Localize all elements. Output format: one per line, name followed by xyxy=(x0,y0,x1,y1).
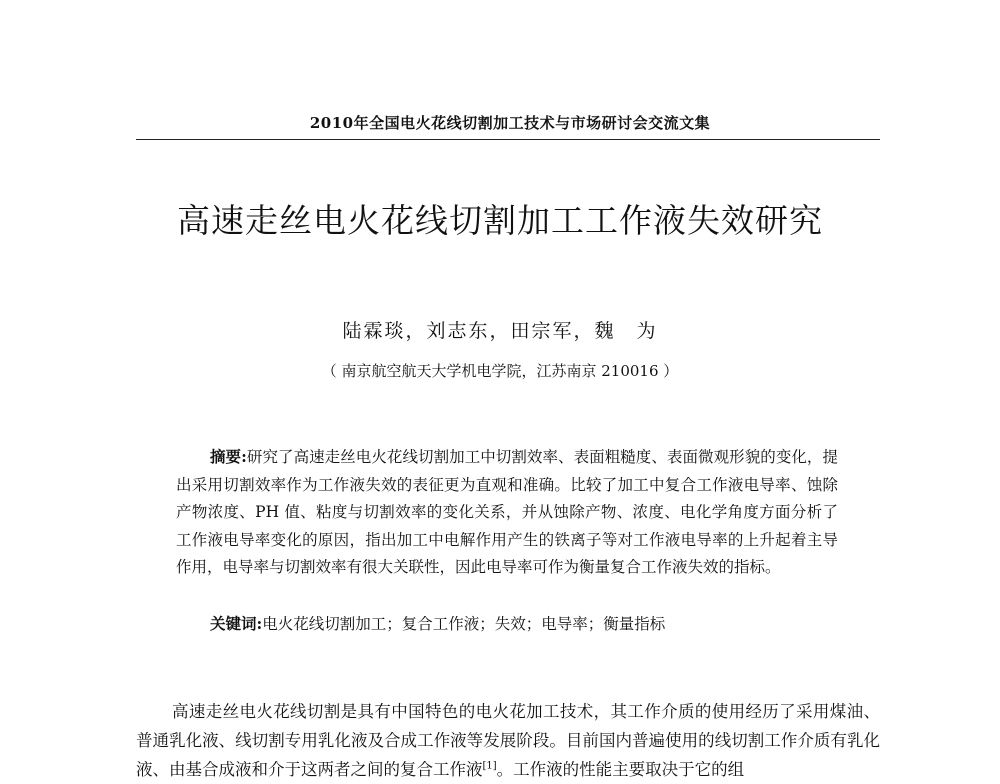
paper-title: 高速走丝电火花线切割加工工作液失效研究 xyxy=(177,201,823,240)
keywords xyxy=(210,611,850,637)
running-header: 2010年全国电火花线切割加工技术与市场研讨会交流文集 xyxy=(309,114,711,132)
keywords-text: 电火花线切割加工；复合工作液；失效；电导率；衡量指标 xyxy=(262,615,666,633)
citation-ref[interactable]: [1] xyxy=(482,760,497,772)
body-paragraph xyxy=(136,697,880,784)
abstract xyxy=(176,443,838,582)
body-paragraph-text-continued: 。工作液的性能主要取决于它的组 xyxy=(496,760,745,779)
abstract-label: 摘要: xyxy=(210,447,247,466)
paper-authors: 陆霖琰，刘志东，田宗军，魏 为 xyxy=(342,320,658,342)
abstract-text: 研究了高速走丝电火花线切割加工中切割效率、表面粗糙度、表面微观形貌的变化，提出采用切割效率作为工作液失效的表征更为直观和准确。比较了加工中复合工作液电导率、蚀除产物浓度、PH 值、粘度与切割效率的变化关系，并从蚀除产物、浓度、电化学角度方面分析了工作液电导率变化的原因，指出加工中电解作用产生的铁离子等对工作液电导率的上升起着主导作用，电导率与切割效率有很大关联性，因此电导率可作为衡量复合工作液失效的指标。 xyxy=(176,448,838,576)
paper-affiliation: （ 南京航空航天大学机电学院，江苏南京 210016 ） xyxy=(321,362,679,380)
body-paragraph-text: 高速走丝电火花线切割是具有中国特色的电火花加工技术，其工作介质的使用经历了采用煤油、普通乳化液、线切割专用乳化液及合成工作液等发展阶段。目前国内普遍使用的线切割工作介质有乳化液、由基合成液和介于这两者之间的复合工作液 xyxy=(136,702,880,779)
keywords-label: 关键词: xyxy=(210,614,263,633)
header-rule xyxy=(136,139,880,140)
